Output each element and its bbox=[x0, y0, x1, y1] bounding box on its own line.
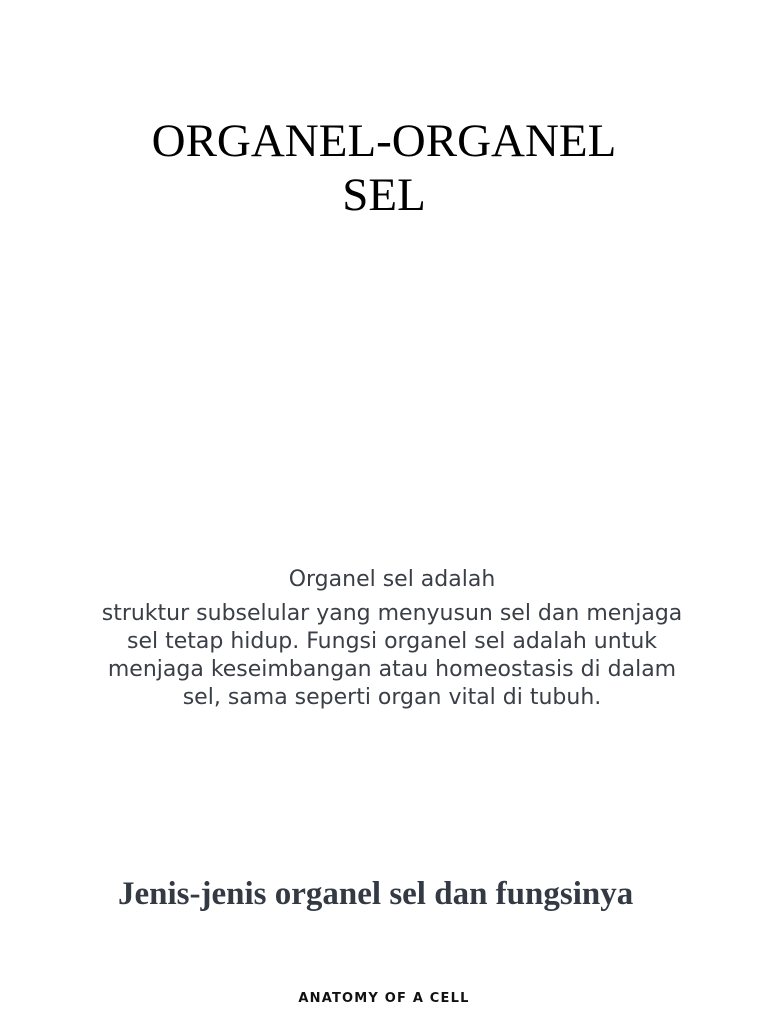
page-title bbox=[0, 114, 768, 222]
figure-caption: ANATOMY OF A CELL bbox=[298, 991, 470, 1006]
page-title-line-2: SEL bbox=[342, 169, 426, 221]
page-title-line-1: ORGANEL-ORGANEL bbox=[151, 115, 617, 167]
intro-body: struktur subselular yang menyusun sel dan menjaga sel tetap hidup. Fungsi organel sel adalah untuk menjaga keseimbangan atau homeostasis di dalam sel, sama seperti organ vital di tubuh. bbox=[101, 601, 683, 710]
intro-lead: Organel sel adalah bbox=[288, 567, 496, 592]
section-heading: Jenis-jenis organel sel dan fungsinya bbox=[118, 876, 634, 912]
intro-paragraph bbox=[100, 566, 684, 712]
